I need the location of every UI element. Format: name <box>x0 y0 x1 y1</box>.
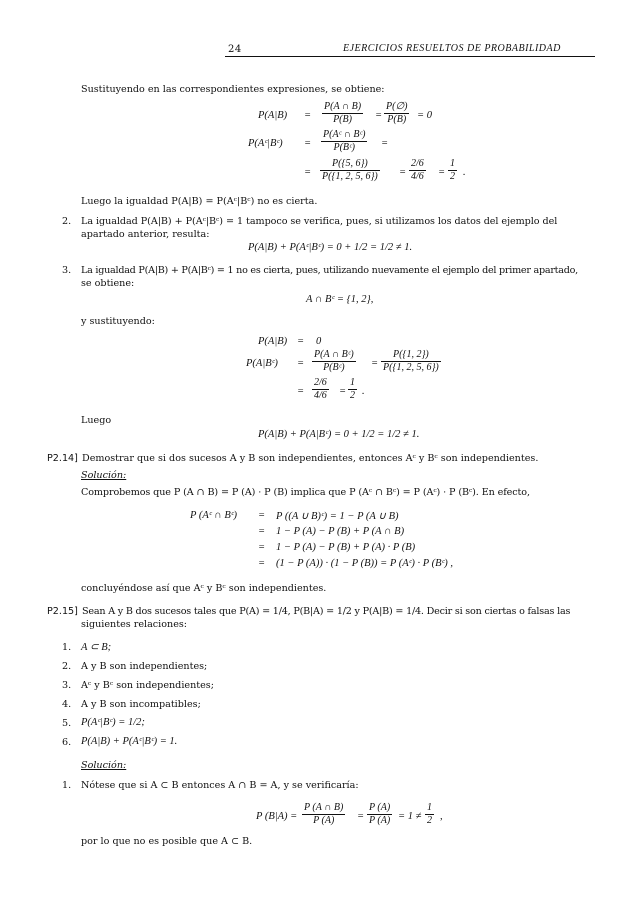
equals-sign: = <box>339 386 347 397</box>
fraction-denominator: P (A) <box>313 815 335 826</box>
equals-sign: = <box>304 138 312 149</box>
derivation-row: 1 − P (A) − P (B) + P (A ∩ B) <box>276 526 405 537</box>
equals-sign: = <box>297 358 305 369</box>
fraction-denominator: P(Bᶜ) <box>333 142 355 153</box>
conclusion-text: Luego la igualdad P(A|B) = P(Aᶜ|Bᶜ) no es cierta. <box>81 196 318 207</box>
item-text: Luego <box>81 415 112 426</box>
fraction-numerator: 2/6 <box>411 158 424 169</box>
equals-sign: = <box>304 167 312 178</box>
fraction-denominator: P(B) <box>387 114 407 125</box>
fraction-denominator: P(Bᶜ) <box>323 362 345 373</box>
fraction <box>320 158 380 183</box>
solution-heading: Solución: <box>81 470 127 481</box>
fraction <box>302 802 345 827</box>
set-equation: A ∩ Bᶜ = {1, 2}, <box>306 294 374 305</box>
fraction-denominator: 4/6 <box>314 390 327 401</box>
equals-sign: = <box>438 167 446 178</box>
fraction <box>425 802 434 827</box>
fraction <box>381 349 441 374</box>
fraction-numerator: 1 <box>427 802 432 813</box>
problem-statement: siguientes relaciones: <box>81 619 188 630</box>
equals-sign: = <box>258 510 266 521</box>
fraction-numerator: P (A ∩ B) <box>304 802 344 813</box>
list-item: Aᶜ y Bᶜ son independientes; <box>81 680 214 691</box>
equals-sign: = <box>297 386 305 397</box>
equals-sign: = <box>258 542 266 553</box>
fraction <box>312 349 356 374</box>
equals-sign: = <box>304 110 312 121</box>
equation: P(A|B) + P(Aᶜ|Bᶜ) = 0 + 1/2 = 1/2 ≠ 1. <box>248 242 413 253</box>
fraction-numerator: P(A ∩ B) <box>324 101 362 112</box>
fraction <box>348 377 357 402</box>
header-rule <box>225 56 595 57</box>
fraction-numerator: P(∅) <box>386 101 408 112</box>
solution-heading: Solución: <box>81 760 127 771</box>
item-text: y sustituyendo: <box>81 316 155 327</box>
fraction-numerator: 2/6 <box>314 377 327 388</box>
eq-rhs: 0 <box>316 336 322 347</box>
equation: P(A|B) + P(A|Bᶜ) = 0 + 1/2 = 1/2 ≠ 1. <box>258 429 420 440</box>
fraction-numerator: P({1, 2}) <box>381 349 441 362</box>
fraction-numerator: 1 <box>350 377 355 388</box>
conclusion-text: concluyéndose así que Aᶜ y Bᶜ son independientes. <box>81 583 327 594</box>
fraction <box>312 377 329 402</box>
equals-sign: = <box>381 138 389 149</box>
eq-lhs: P(A|B) <box>258 110 288 121</box>
eq-lhs: P(A|B) <box>258 336 288 347</box>
running-title: EJERCICIOS RESUELTOS DE PROBABILIDAD <box>343 43 561 54</box>
problem-label: P2.14] <box>47 453 78 464</box>
list-item-number: 1. <box>62 642 72 653</box>
list-item: A ⊂ B; <box>81 642 112 653</box>
fraction-denominator: 4/6 <box>411 171 424 182</box>
fraction-numerator: P (A) <box>369 802 391 813</box>
eq-lhs: P(Aᶜ|Bᶜ) <box>248 138 283 149</box>
fraction-denominator: 2 <box>350 390 355 401</box>
fraction-denominator: P(B) <box>333 114 352 125</box>
fraction <box>448 158 457 183</box>
fraction-denominator: P({1, 2, 5, 6}) <box>383 362 439 373</box>
eq-mid: = 1 ≠ <box>398 811 422 822</box>
list-item-number: 5. <box>62 718 72 729</box>
equals-sign: = <box>375 110 383 121</box>
eq-tail: = 0 <box>417 110 432 121</box>
list-item: P(Aᶜ|Bᶜ) = 1/2; <box>81 717 145 728</box>
fraction <box>321 129 367 154</box>
solution-intro: Comprobemos que P (A ∩ B) = P (A) · P (B) implica que P (Aᶜ ∩ Bᶜ) = P (Aᶜ) · P (Bᶜ). En efecto, <box>81 487 530 498</box>
period: , <box>440 811 443 822</box>
equals-sign: = <box>357 811 365 822</box>
list-item: A y B son incompatibles; <box>81 699 201 710</box>
item-number: 2. <box>62 216 72 227</box>
problem-statement: Sean A y B dos sucesos tales que P(A) = 1/4, P(B|A) = 1/2 y P(A|B) = 1/4. Decir si son ciertas o falsas las <box>82 606 571 617</box>
fraction-numerator: P(Aᶜ ∩ Bᶜ) <box>323 129 366 140</box>
fraction-denominator: 2 <box>427 815 432 826</box>
list-item-number: 6. <box>62 737 72 748</box>
item-text: La igualdad P(A|B) + P(A|Bᶜ) = 1 no es cierta, pues, utilizando nuevamente el ejemplo del primer apartado, <box>81 265 578 276</box>
list-item-number: 4. <box>62 699 72 710</box>
equals-sign: = <box>297 336 305 347</box>
page-number: 24 <box>228 44 242 55</box>
item-text: se obtiene: <box>81 278 135 289</box>
equals-sign: = <box>399 167 407 178</box>
derivation-row: 1 − P (A) − P (B) + P (A) · P (B) <box>276 542 416 553</box>
list-item-number: 3. <box>62 680 72 691</box>
fraction <box>409 158 426 183</box>
fraction <box>322 101 363 126</box>
period: . <box>463 167 466 178</box>
fraction <box>384 101 409 126</box>
equals-sign: = <box>258 526 266 537</box>
solution-text: Nótese que si A ⊂ B entonces A ∩ B = A, y se verificaría: <box>81 780 359 791</box>
fraction-denominator: 2 <box>450 171 455 182</box>
fraction-numerator: P({5, 6}) <box>320 158 380 171</box>
eq-lhs: P (Aᶜ ∩ Bᶜ) <box>190 510 238 521</box>
item-number: 3. <box>62 265 72 276</box>
fraction-numerator: 1 <box>450 158 455 169</box>
intro-text: Sustituyendo en las correspondientes expresiones, se obtiene: <box>81 84 385 95</box>
fraction <box>367 802 392 827</box>
list-item-number: 2. <box>62 661 72 672</box>
fraction-denominator: P (A) <box>369 815 391 826</box>
problem-statement: Demostrar que si dos sucesos A y B son independientes, entonces Aᶜ y Bᶜ son independientes. <box>82 453 539 464</box>
period: . <box>362 386 365 397</box>
derivation-row: (1 − P (A)) · (1 − P (B)) = P (Aᶜ) · P (Bᶜ) , <box>276 558 454 569</box>
problem-label: P2.15] <box>47 606 78 617</box>
list-item: P(A|B) + P(Aᶜ|Bᶜ) = 1. <box>81 736 178 747</box>
equals-sign: = <box>258 558 266 569</box>
derivation-row: P ((A ∪ B)ᶜ) = 1 − P (A ∪ B) <box>276 511 399 522</box>
item-text: apartado anterior, resulta: <box>81 229 210 240</box>
fraction-denominator: P({1, 2, 5, 6}) <box>322 171 378 182</box>
item-text: La igualdad P(A|B) + P(Aᶜ|Bᶜ) = 1 tampoco se verifica, pues, si utilizamos los datos del ejemplo del <box>81 216 558 227</box>
list-item: A y B son independientes; <box>81 661 208 672</box>
fraction-numerator: P(A ∩ Bᶜ) <box>314 349 354 360</box>
equals-sign: = <box>371 358 379 369</box>
list-item-number: 1. <box>62 780 72 791</box>
solution-conclusion: por lo que no es posible que A ⊂ B. <box>81 836 253 847</box>
eq-lhs: P(A|Bᶜ) <box>246 358 278 369</box>
eq-lhs: P (B|A) = <box>256 811 298 822</box>
